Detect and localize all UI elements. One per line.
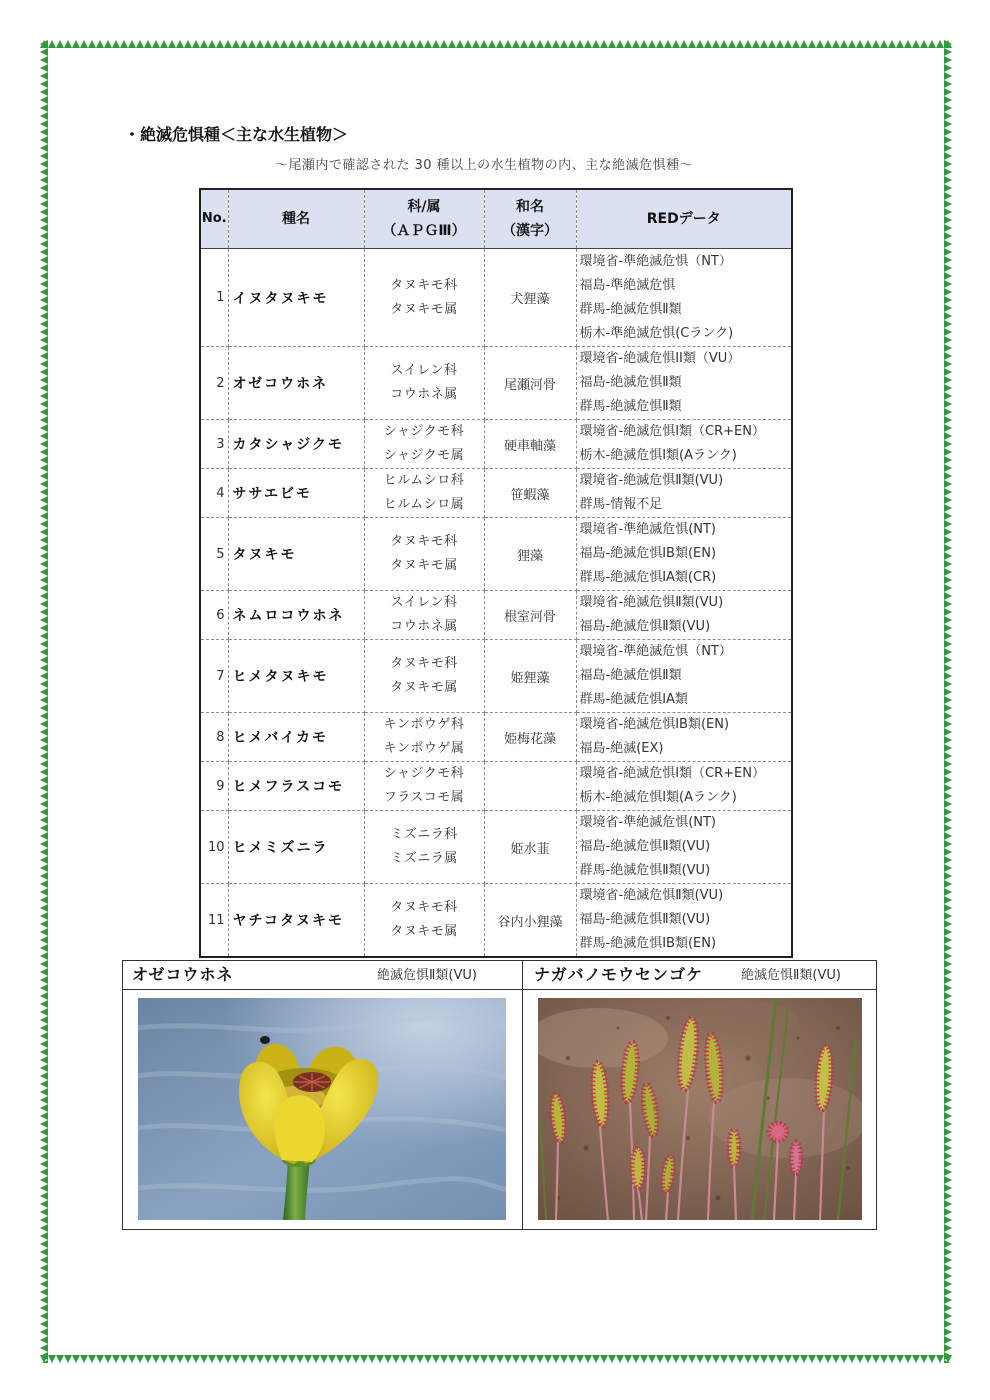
family-genus-cell: [364, 347, 484, 420]
red-data-entry: 福島-絶滅危惧Ⅱ類(VU): [579, 912, 711, 927]
family-genus-cell: [364, 884, 484, 958]
red-data-cell: [576, 420, 792, 469]
red-data-entry: 環境省-絶滅危惧Ⅱ類(VU): [579, 473, 724, 488]
header-red-data: REDデータ: [576, 189, 792, 249]
family-genus-cell: [364, 518, 484, 591]
red-data-entry: 栃木-絶滅危惧Ⅰ類(Aランク): [579, 790, 737, 805]
red-data-entry: 福島-絶滅危惧Ⅱ類(VU): [579, 619, 711, 634]
red-data-cell: [576, 347, 792, 420]
red-data-entry: 環境省-絶滅危惧II類（VU）: [579, 351, 741, 366]
species-name: イヌタヌキモ: [228, 249, 364, 347]
table-row: [200, 347, 792, 420]
row-number: 9: [200, 762, 228, 811]
photo-panel: [122, 960, 877, 1230]
table-row: [200, 591, 792, 640]
genus-name: シャジクモ属: [383, 448, 465, 463]
photo-caption-name: ナガバノモウセンゴケ: [534, 965, 704, 984]
red-data-entry: 群馬-絶滅危惧ⅠB類(EN): [579, 936, 717, 951]
kanji-name: 尾瀬河骨: [484, 347, 576, 420]
genus-name: タヌキモ属: [390, 301, 458, 317]
kanji-name: 硬車軸藻: [484, 420, 576, 469]
genus-name: タヌキモ属: [390, 558, 458, 573]
row-number: 6: [200, 591, 228, 640]
family-name: シャジクモ科: [383, 766, 465, 781]
kanji-name: 笹蝦藻: [484, 469, 576, 518]
row-number: 3: [200, 420, 228, 469]
family-genus-cell: [364, 640, 484, 713]
header-no: No.: [200, 189, 228, 249]
header-japanese: [484, 189, 576, 249]
red-data-entry: 福島-絶滅危惧Ⅱ類: [579, 668, 682, 683]
photo-header-rule: [123, 989, 876, 990]
kanji-name: 根室河骨: [484, 591, 576, 640]
red-data-entry: 福島-準絶滅危惧: [579, 277, 676, 293]
genus-name: フラスコモ属: [383, 790, 465, 805]
family-name: タヌキモ科: [390, 656, 458, 671]
red-data-entry: 群馬-絶滅危惧Ⅱ類: [579, 301, 682, 317]
table-row: [200, 811, 792, 884]
family-name: スイレン科: [390, 363, 458, 378]
red-data-entry: 環境省-絶滅危惧Ⅰ類（CR+EN）: [579, 424, 765, 439]
family-genus-cell: [364, 811, 484, 884]
red-data-cell: [576, 591, 792, 640]
photo-caption-status: 絶滅危惧Ⅱ類(VU): [377, 968, 477, 983]
table-row: [200, 469, 792, 518]
kanji-name: [484, 762, 576, 811]
family-genus-cell: [364, 420, 484, 469]
red-data-cell: [576, 249, 792, 347]
red-data-entry: 環境省-準絶滅危惧(NT): [579, 522, 717, 537]
row-number: 8: [200, 713, 228, 762]
red-data-entry: 環境省-準絶滅危惧（NT）: [579, 644, 732, 659]
species-name: ヒメフラスコモ: [228, 762, 364, 811]
red-data-entry: 栃木-絶滅危惧Ⅰ類(Aランク): [579, 448, 737, 463]
species-name: ヒメバイカモ: [228, 713, 364, 762]
border-bottom: [40, 1355, 952, 1363]
border-right: [944, 40, 952, 1363]
species-name: ヒメタヌキモ: [228, 640, 364, 713]
red-data-entry: 福島-絶滅危惧Ⅱ類: [579, 375, 682, 390]
species-name: ネムロコウホネ: [228, 591, 364, 640]
header-family-note: （ＡＰＧⅢ）: [382, 223, 466, 239]
border-left: [40, 40, 48, 1363]
family-genus-cell: [364, 762, 484, 811]
ozekouhone-photo: [138, 998, 506, 1220]
family-genus-cell: [364, 469, 484, 518]
red-data-entry: 群馬-絶滅危惧IA類: [579, 692, 688, 707]
row-number: 10: [200, 811, 228, 884]
family-name: ヒルムシロ科: [383, 473, 465, 488]
family-genus-cell: [364, 591, 484, 640]
table-row: [200, 884, 792, 958]
photo-divider: [522, 961, 523, 1229]
family-name: タヌキモ科: [390, 277, 458, 293]
species-name: タヌキモ: [228, 518, 364, 591]
red-data-cell: [576, 713, 792, 762]
family-name: シャジクモ科: [383, 424, 465, 439]
genus-name: タヌキモ属: [390, 924, 458, 939]
header-species: 種名: [228, 189, 364, 249]
family-name: キンポウゲ科: [383, 717, 465, 732]
red-data-cell: [576, 518, 792, 591]
red-data-cell: [576, 640, 792, 713]
row-number: 11: [200, 884, 228, 958]
nagabanomousengoke-photo: [538, 998, 862, 1220]
red-data-entry: 群馬-絶滅危惧Ⅱ類(VU): [579, 863, 711, 878]
kanji-name: 谷内小狸藻: [484, 884, 576, 958]
family-genus-cell: [364, 249, 484, 347]
header-family: [364, 189, 484, 249]
red-data-cell: [576, 811, 792, 884]
row-number: 4: [200, 469, 228, 518]
table-row: [200, 420, 792, 469]
table-body: [200, 249, 792, 958]
family-genus-cell: [364, 713, 484, 762]
genus-name: コウホネ属: [390, 619, 458, 634]
header-row: [200, 189, 792, 249]
header-japanese-label: 和名: [516, 199, 544, 215]
red-data-entry: 福島-絶滅危惧ⅠB類(EN): [579, 546, 717, 561]
species-name: カタシャジクモ: [228, 420, 364, 469]
row-number: 5: [200, 518, 228, 591]
table-header: [200, 189, 792, 249]
red-data-entry: 福島-絶滅(EX): [579, 741, 664, 756]
species-name: ササエビモ: [228, 469, 364, 518]
red-data-entry: 環境省-絶滅危惧Ⅱ類(VU): [579, 595, 724, 610]
genus-name: ヒルムシロ属: [383, 497, 465, 512]
endangered-species-table: [199, 188, 793, 958]
genus-name: ミズニラ属: [390, 851, 458, 866]
family-name: タヌキモ科: [390, 534, 458, 549]
red-data-entry: 環境省-絶滅危惧Ⅰ類（CR+EN）: [579, 766, 765, 781]
row-number: 2: [200, 347, 228, 420]
border-top: [40, 40, 952, 48]
kanji-name: 狸藻: [484, 518, 576, 591]
red-data-cell: [576, 469, 792, 518]
genus-name: キンポウゲ属: [383, 741, 465, 756]
kanji-name: 犬狸藻: [484, 249, 576, 347]
red-data-entry: 群馬-絶滅危惧Ⅱ類: [579, 399, 682, 414]
kanji-name: 姫梅花藻: [484, 713, 576, 762]
species-name: オゼコウホネ: [228, 347, 364, 420]
table-row: [200, 762, 792, 811]
red-data-entry: 群馬-情報不足: [579, 497, 663, 512]
table-row: [200, 713, 792, 762]
red-data-entry: 環境省-準絶滅危惧(NT): [579, 815, 717, 830]
species-name: ヤチコタヌキモ: [228, 884, 364, 958]
red-data-entry: 栃木-準絶滅危惧(Cランク): [579, 325, 734, 341]
kanji-name: 姫水韮: [484, 811, 576, 884]
kanji-name: 姫狸藻: [484, 640, 576, 713]
row-number: 7: [200, 640, 228, 713]
photo-caption-name: オゼコウホネ: [132, 965, 234, 984]
table-row: [200, 640, 792, 713]
red-data-entry: 群馬-絶滅危惧ⅠA類(CR): [579, 570, 717, 585]
table-row: [200, 518, 792, 591]
red-data-entry: 福島-絶滅危惧Ⅱ類(VU): [579, 839, 711, 854]
page-subtitle: ～尾瀬内で確認された 30 種以上の水生植物の内、主な絶滅危惧種～: [274, 158, 694, 173]
photo-caption-status: 絶滅危惧Ⅱ類(VU): [741, 968, 841, 983]
family-name: タヌキモ科: [390, 900, 458, 915]
genus-name: タヌキモ属: [390, 680, 458, 695]
insect: [260, 1036, 270, 1044]
table-row: [200, 249, 792, 347]
family-name: スイレン科: [390, 595, 458, 610]
red-data-entry: 環境省-準絶滅危惧（NT）: [579, 253, 732, 269]
family-name: ミズニラ科: [390, 827, 458, 842]
header-family-label: 科/属: [407, 199, 441, 215]
genus-name: コウホネ属: [390, 387, 458, 402]
red-data-entry: 環境省-絶滅危惧ⅠB類(EN): [579, 717, 730, 732]
red-data-entry: 環境省-絶滅危惧Ⅱ類(VU): [579, 888, 724, 903]
row-number: 1: [200, 249, 228, 347]
red-data-cell: [576, 884, 792, 958]
header-japanese-note: （漢字）: [502, 223, 558, 239]
page-title: ・絶滅危惧種＜主な水生植物＞: [124, 125, 349, 144]
species-name: ヒメミズニラ: [228, 811, 364, 884]
red-data-cell: [576, 762, 792, 811]
